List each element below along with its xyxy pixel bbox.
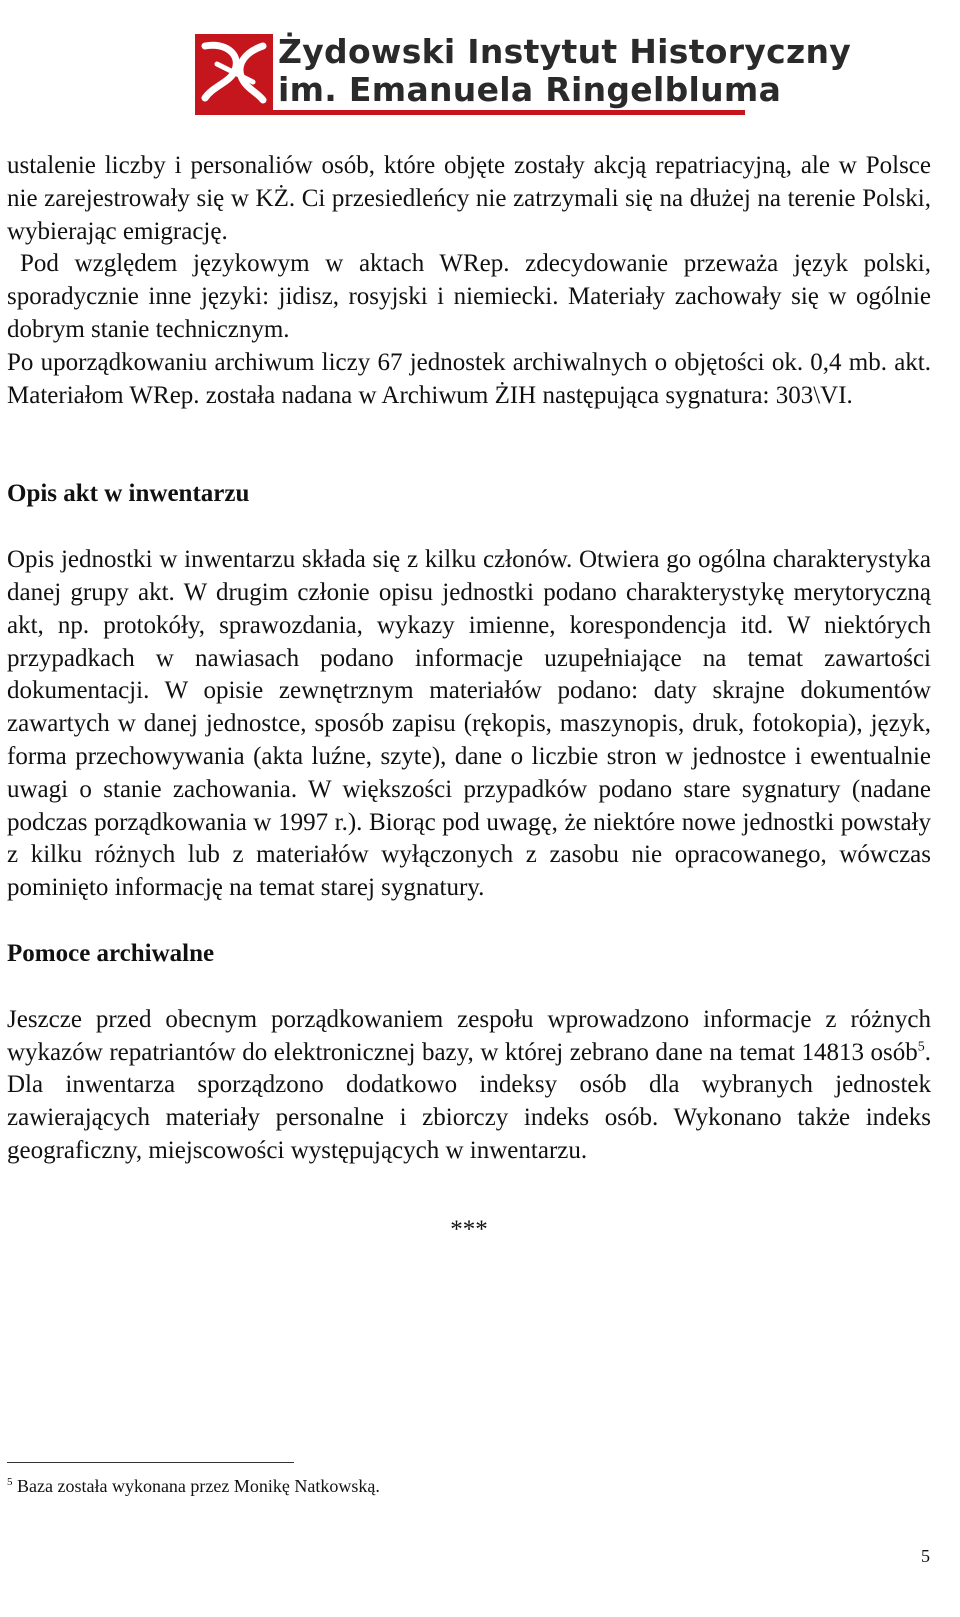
zih-logo-icon xyxy=(195,34,273,110)
paragraph-5-part-a: Jeszcze przed obecnym porządkowaniem zespołu wprowadzono informacje z różnych wykazów repatriantów do elektronicznej bazy, w której zebrano dane na temat 14813 osób xyxy=(7,1005,931,1066)
logo-underline xyxy=(195,110,745,115)
spacer xyxy=(7,412,931,478)
spacer xyxy=(7,511,931,544)
footnote-reference[interactable]: 5 xyxy=(917,1039,925,1055)
footnote-number: 5 xyxy=(7,1476,13,1488)
logo-title-line2: im. Emanuela Ringelbluma xyxy=(278,70,782,109)
heading-opis-akt: Opis akt w inwentarzu xyxy=(7,480,250,508)
page-number: 5 xyxy=(921,1546,930,1566)
footnote-rule xyxy=(7,1462,294,1463)
page-header xyxy=(190,28,852,120)
paragraph-2: Pod względem językowym w aktach WRep. zdecydowanie przeważa język polski, sporadycznie inne języki: jidisz, rosyjski i niemiecki. Materiały zachowały się w ogólnie dobrym stanie technicznym. xyxy=(7,250,931,343)
paragraph-5 xyxy=(7,1004,931,1168)
paragraph-5-part-b: . Dla inwentarza sporządzono dodatkowo indeksy osób dla wybranych jednostek zawierających materiały personalne i zbiorczy indeks osób. Wykonano także indeks geograficzny, miejscowości występujących w inwentarzu. xyxy=(7,1038,931,1164)
paragraph-3: Po uporządkowaniu archiwum liczy 67 jednostek archiwalnych o objętości ok. 0,4 mb. akt. Materiałom WRep. została nadana w Archiwum ŻIH następująca sygnatura: 303\VI. xyxy=(7,348,931,409)
paragraph-1: ustalenie liczby i personaliów osób, które objęte zostały akcją repatriacyjną, ale w Polsce nie zarejestrowały się w KŻ. Ci przesiedleńcy nie zatrzymali się na dłużej na terenie Polski, wybierając emigrację. xyxy=(7,152,931,245)
spacer xyxy=(7,971,931,1004)
paragraph-4: Opis jednostki w inwentarzu składa się z kilku członów. Otwiera go ogólna charakterystyka danej grupy akt. W drugim członie opisu jednostki podano charakterystykę merytoryczną akt, np. protokóły, sprawozdania, wykazy imienne, korespondencja itd. W niektórych przypadkach w nawiasach podano informacje uzupełniające na temat zawartości dokumentacji. W opisie zewnętrznym materiałów podano: daty skrajne dokumentów zawartych w danej jednostce, sposób zapisu (rękopis, maszynopis, druk, fotokopia), język, forma przechowywania (akta luźne, szyte), dane o liczbie stron w jednostce i ewentualnie uwagi o stanie zachowania. W większości przypadków podano stare sygnatury (nadane podczas porządkowania w 1997 r.). Biorąc pod uwagę, że niektóre nowe jednostki powstały z kilku różnych lub z materiałów wyłączonych z zasobu nie opracowanego, wówczas pominięto informację na temat starej sygnatury. xyxy=(7,546,931,902)
spacer xyxy=(7,905,931,938)
footnote-text: Baza została wykonana przez Monikę Natkowską. xyxy=(12,1476,380,1496)
heading-pomoce: Pomoce archiwalne xyxy=(7,939,215,967)
logo-title-line1: Żydowski Instytut Historyczny xyxy=(278,32,852,71)
footnote xyxy=(7,1474,380,1498)
section-separator: *** xyxy=(450,1215,488,1243)
document-body xyxy=(7,150,931,1247)
